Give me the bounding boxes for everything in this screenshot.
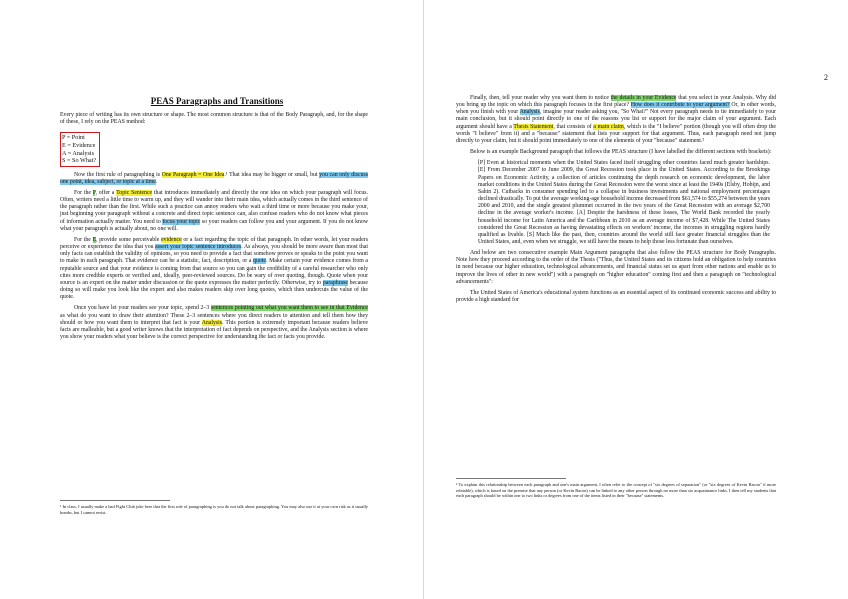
evidence-paragraph: For the E, provide some perceivable evidence or a fact regarding the topic of that paragraph. In other words, let your readers perceive or experience the idea that you assert your topic sentence introduces. As always, you should be more aware than most that only facts can establish the validity of opinions, so you need to provide a fact that somehow proves or speaks to the point you want to make in each paragraph. That evidence can be a statistic, fact, description, or a quote. Make certain your evidence comes from a reputable source and that your evidence is coming from that source so you can gain the credibility of a careful researcher who only cites more credible experts or verified and, ideally, peer-reviewed sources. Do be wary of over quoting, though. Quote when your source is an expert on the matter under discussion or the quote expresses the matter perfectly. Otherwise, try to paraphrase because doing so will make you look like the expert and also makes readers skip over long quotes, which then undercuts the value of the quote. xyxy=(60,236,369,301)
right-footnote xyxy=(456,478,776,499)
peas-line-so-what: S = So What? xyxy=(62,157,97,165)
document-title: PEAS Paragraphs and Transitions xyxy=(150,96,284,106)
rule-paragraph: Now the first rule of paragraphing is One Paragraph = One Idea.¹ That idea may be bigger or small, but you can only discuss one point, idea, subject, or topic at a time. xyxy=(60,171,368,185)
footnote-rule-right xyxy=(456,478,566,479)
page-number: 2 xyxy=(824,73,828,82)
footnote-1: ¹ In class, I usually make a bad Fight Club joke here that the first rule of paragraphing is you do not talk about paragraphing. You may also use it at your own risk as it usually bombs, but I cannot resist. xyxy=(60,504,368,515)
peas-line-evidence: E = Evidence xyxy=(62,141,96,149)
left-footnote xyxy=(60,500,368,515)
highlight-analysis: Analysis xyxy=(201,319,223,326)
peas-line-point: P = Point xyxy=(62,134,85,142)
analysis-paragraph: Once you have let your readers see your topic, spend 2–3 sentences pointing out what you want them to see in that Evidence as what do you want to draw their attention? These 2–3 sentences where you direct readers to attention and tell them how they should or how you want them to interpret that fact is your Analysis. This portion is extremely important because readers believe facts are malleable, but a good writer knows that the interpretation of fact depends on perspective, and the Analysis section is where you show your readers what your believe is the correct perspective for understanding the fact or facts you provide. xyxy=(60,305,368,340)
highlight-details: the details in your Evidence xyxy=(610,95,677,101)
education-paragraph-start: The United States of America's educational system functions as an essential aspect of its continued economic success and ability to provide a high standard for xyxy=(456,289,776,304)
highlight-p: P xyxy=(92,190,96,196)
peas-line-analysis: A = Analysis xyxy=(62,149,95,157)
highlight-main-claim: a main claim xyxy=(593,123,624,130)
highlight-one-point: you can only discuss one point, idea, subject, or topic at a time xyxy=(60,171,368,185)
footnote-rule xyxy=(60,500,170,501)
highlight-thesis: Thesis Statement xyxy=(513,123,554,130)
point-paragraph: For the P, offer a Topic Sentence that introduces immediately and directly the one idea on which your paragraph will focus. Often, writers need a little time to warm up, and they will wander into their main idea, which actually comes in the third sentence of the paragraph rather than the first. While such a practice can annoy readers who wait a third time or more because you make your, just beginning your paragraph without a concrete and direct topic sentence can, also confuse readers who do not know what pieces of information actually matter. You need to focus your topic so your readers can follow you and your argument. If you do not know what your paragraph is actually about, no one will. xyxy=(60,190,369,232)
highlight-assert-topic: assert your topic sentence introduces xyxy=(155,244,242,251)
left-column xyxy=(60,112,368,345)
so-what-paragraph: Finally, then, tell your reader why you want them to notice the details in your Evidence that you select in your Analysis. Why did you bring up the topic on which this paragraph focuses in the first place? How does it contribute to your argument? Or, in other words, when you finish with your Analysis, imagine your reader asking you, "So What?" Not every paragraph needs to tie immediately to your main conclusion, but it should point directly to one of the reasons you list or support for the major claim of your argument. Each argument should have a Thesis Statement, that consists of a main claim, which is the "I believe" portion (though you will often drop the words "I believe" from it) and a "because" statement that lists your support for that argument. Thus, each paragraph need not jump directly to your claim, but it should point immediately to one of the elements of your "because" statement.² xyxy=(456,95,776,144)
highlight-sentences-pointing: sentences pointing out what you want them to see in that Evidence xyxy=(210,305,368,312)
right-column xyxy=(456,95,776,308)
highlight-one-idea: One Paragraph = One Idea xyxy=(161,171,225,178)
footnote-2: ² To explain this relationship between each paragraph and one's main argument, I often refer to the concept of "six degrees of separation" (or "six degrees of Kevin Bacon" if more relatable), which is based on the premise that any person (or Kevin Bacon) can be linked to any other person through no more than six acquaintance links. I then tell my students that each paragraph should be within one to two links or degrees from one of the items listed in their "because" statements. xyxy=(456,482,776,499)
intro-paragraph: Every piece of writing has its own structure or shape. The most common structure is that of the Body Paragraph, and, for the shape of these, I rely on the PEAS method: xyxy=(60,112,368,126)
highlight-focus-topic: focus your topic xyxy=(162,218,201,225)
example-intro: Below is an example Background paragraph that follows the PEAS structure (I have labelled the different sections with brackets): xyxy=(470,149,772,156)
main-argument-intro: And below are two consecutive example Main Argument paragraphs that also follow the PEAS structure for Body Paragraphs. Note how they proceed according to the order of the Thesis ("Thus, the United States and its citizens hold an obligation to help countries in need because our higher education, technological advancements, and financial status set us apart from other nations and enable us to improve the lives of other in new world") with a paragraph on "higher education" coming first and then a paragraph on "technological advancements": xyxy=(456,250,776,285)
highlight-analysis-right: Analysis xyxy=(519,109,540,116)
highlight-quote: quote xyxy=(253,258,266,265)
example-paragraph: [P] Even at historical moments when the United States faced itself struggling other countries faced much greater hardships. [E] From December 2007 to June 2009, the Great Recession took place in the United States. According to the Brookings Papers on Economic Activity, a collection of articles continuing the depth research on economic development, the labor market conditions in the United States during the Great Recession were the worst since at least the 1940s (Elsby, Hobijn, and Sahin 2). Cutbacks in consumer spending led to a collapse in business investments and national employment percentages declined drastically. To put the average working-age household income decreased from $61,574 to $55,274 between the years 2000 and 2010, and the single greatest plummet occurred in the two years of the Great Recession with an average $2,700 decline in the average worker's income. [A] Despite the harshness of these losses, The World Bank recorded the yearly household income for Latin America and the Caribbean in 2010 as an average income of $7,428. While The United States considered the Great Recession as having devastating effects on workers' income, the incomes in struggling regions hardly qualified as livable. [S] Much like the past, then, countries around the world still face greater financial struggles than the United States, and, even when we struggle, we still have the means to help those less fortunate than ourselves. xyxy=(478,160,770,245)
highlight-e: E xyxy=(92,236,97,243)
highlight-contribute: How does it contribute to your argument? xyxy=(630,102,730,109)
peas-definition-box xyxy=(60,132,100,166)
highlight-paraphrase: paraphrase xyxy=(322,279,348,286)
highlight-topic-sentence: Topic Sentence xyxy=(116,190,153,196)
highlight-evidence: evidence xyxy=(161,236,182,243)
